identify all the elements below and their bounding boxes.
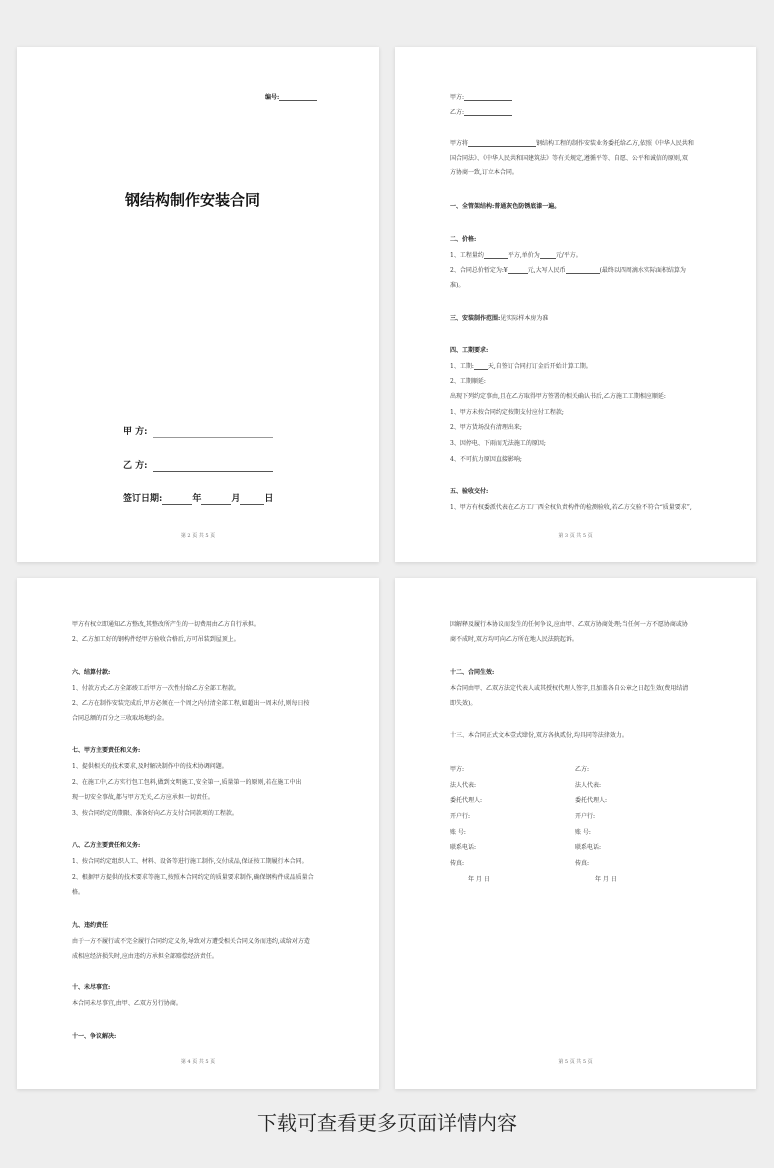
- s4-line-4: 1、甲方未按合同约定按期支付应付工程款;: [450, 409, 564, 416]
- line: 本合同未尽事宜,由甲、乙双方另行协商。: [72, 1000, 182, 1007]
- line: 甲方有权立即通知乙方整改,其整改所产生的一切费用由乙方自行承担。: [72, 621, 260, 628]
- party-a-line: 甲方:: [450, 94, 512, 101]
- sign-right-3: 开户行:: [575, 813, 596, 820]
- section-4-heading: 四、工期要求:: [450, 347, 489, 354]
- sign-right-4: 账 号:: [575, 829, 591, 836]
- cover-page: [17, 47, 379, 562]
- line: 由于一方不履行或不完全履行合同约定义务,导致对方遭受相关合同义务而违约,或给对方造: [72, 938, 310, 945]
- line: 现一切安全事故,都与甲方无关,乙方应承担一切责任。: [72, 794, 214, 801]
- line: 2、根据甲方提供的技术要求等施工,按照本合同约定的质量要求制作,确保钢构件成品质量合: [72, 874, 314, 881]
- sign-right-0: 乙方:: [575, 766, 590, 773]
- s2-line-1: 1、工程量约 平方,单价为 元/平方。: [450, 252, 582, 259]
- s4-line-1: 1、工期: 天,自签订合同打订金后开始计算工期。: [450, 363, 592, 370]
- sign-right-6: 传真:: [575, 860, 590, 867]
- s4-line-3: 出现下列约定事由,且在乙方取得甲方签署的相关确认书后,乙方施工工期相应顺延:: [450, 393, 666, 400]
- s4-line-7: 4、不可抗力原因直接影响;: [450, 456, 522, 463]
- line: 2、在施工中,乙方实行包工包料,做到文明施工,安全第一,质量第一的原则,若在施工中出: [72, 779, 302, 786]
- sign-right-2: 委托代理人:: [575, 797, 608, 804]
- sign-left-2: 委托代理人:: [450, 797, 483, 804]
- s4-line-2: 2、工期顺延:: [450, 378, 486, 385]
- s4-line-6: 3、因停电、下雨而无法施工的原因;: [450, 440, 546, 447]
- section-7-heading: 七、甲方主要责任和义务:: [72, 747, 141, 754]
- line: 因解释及履行本协议而发生的任何争议,应由甲、乙双方协商处理;当任何一方不愿协商或协: [450, 621, 688, 628]
- sign-left-0: 甲方:: [450, 766, 465, 773]
- section-13: 十三、本合同正式文本壹式肆份,双方各执贰份,均具同等法律效力。: [450, 732, 628, 739]
- intro-line-2: 国合同法》、《中华人民共和国建筑法》等有关规定,遵循平等、自愿、公平和诚信的原则,双: [450, 155, 688, 162]
- line: 本合同由甲、乙双方法定代表人或其授权代理人签字,且加盖各自公章之日起生效(费用结清: [450, 685, 689, 692]
- sign-right-5: 联系电话:: [575, 844, 602, 851]
- s4-line-5: 2、甲方货场没有清理出来;: [450, 424, 522, 431]
- section-8-heading: 八、乙方主要责任和义务:: [72, 842, 141, 849]
- download-caption: 下载可查看更多页面详情内容: [257, 1111, 517, 1135]
- date-right: 年 月 日: [595, 876, 617, 883]
- party-a-row: 甲 方:: [123, 419, 273, 438]
- sign-left-4: 账 号:: [450, 829, 466, 836]
- sign-date-row: 签订日期: 年 月 日: [123, 494, 274, 504]
- page-footer: 第 2 页 共 5 页: [180, 533, 216, 539]
- party-b-blank: [153, 462, 273, 472]
- section-9-heading: 九、违约责任: [72, 922, 109, 929]
- s2-line-3: 准)。: [450, 282, 465, 289]
- line: 即失效)。: [450, 700, 477, 707]
- line: 成相应经济损失时,应由违约方承担全部赔偿经济责任。: [72, 953, 218, 960]
- party-a-blank: [153, 428, 273, 438]
- section-5-heading: 五、验收交付:: [450, 488, 489, 495]
- sign-left-1: 法人代表:: [450, 782, 477, 789]
- sign-right-1: 法人代表:: [575, 782, 602, 789]
- line: 商不成时,双方均可向乙方所在地人民法院起诉。: [450, 636, 578, 643]
- line: 1、按合同约定组织人工、材料、设备等进行施工制作,交付成品,保证按工期履行本合同。: [72, 858, 308, 865]
- line: 2、乙方加工好的钢构件经甲方验收合格后,方可吊装到屋顶上。: [72, 636, 240, 643]
- line: 1、付款方式:乙方全部竣工后甲方一次性付给乙方全部工程款。: [72, 685, 240, 692]
- sign-left-3: 开户行:: [450, 813, 471, 820]
- s5-line-1: 1、甲方有权委派代表在乙方工厂西全权负责构件的检测验收,若乙方交验不符合“质量要求”,: [450, 504, 692, 511]
- sign-left-5: 联系电话:: [450, 844, 477, 851]
- page-footer: 第 3 页 共 5 页: [558, 533, 593, 539]
- page-footer: 第 5 页 共 5 页: [558, 1059, 593, 1065]
- section-2-heading: 二、价格:: [450, 236, 477, 243]
- s2-line-2: 2、合同总价暂定为:¥ 元,大写人民币 (最终以四周滴水实际面积结算为: [450, 267, 686, 274]
- section-11-heading: 十一、争议解决:: [72, 1033, 117, 1040]
- contract-number: 编号:: [265, 94, 317, 101]
- intro-line-3: 方协商一致,订立本合同。: [450, 169, 518, 176]
- page-footer: 第 4 页 共 5 页: [180, 1059, 216, 1065]
- section-12-heading: 十二、合同生效:: [450, 669, 495, 676]
- date-left: 年 月 日: [468, 876, 490, 883]
- section-3: 三、安装制作范围:见实际样本房为准: [450, 315, 549, 322]
- line: 1、提供相关的技术要求,及时解决制作中的技术协调问题。: [72, 763, 228, 770]
- contract-page-3: [395, 47, 756, 562]
- number-blank: [279, 94, 317, 101]
- intro-line-1: 甲方将 钢结构工程的制作安装业务委托给乙方,依照《中华人民共和: [450, 140, 694, 147]
- page-title: 钢结构制作安装合同: [125, 191, 261, 209]
- section-1: 一、全管架结构:普通灰色防锈底漆一遍。: [450, 203, 561, 210]
- party-b-row: 乙 方:: [123, 453, 273, 472]
- line: 2、乙方在制作安装完成后,甲方必须在一个周之内付清全部工程,如超出一周未付,则每日按: [72, 700, 310, 707]
- contract-page-4: [17, 578, 379, 1089]
- line: 3、按合同约定的期限、准备好向乙方支付合同款项的工程款。: [72, 810, 238, 817]
- line: 合同总额的百分之三收取场地约金。: [72, 715, 169, 722]
- line: 格。: [72, 889, 85, 896]
- section-10-heading: 十、未尽事宜:: [72, 984, 111, 991]
- sign-left-6: 传真:: [450, 860, 465, 867]
- party-b-line: 乙方:: [450, 109, 512, 116]
- section-6-heading: 六、结算付款:: [72, 669, 111, 676]
- contract-page-5: [395, 578, 756, 1089]
